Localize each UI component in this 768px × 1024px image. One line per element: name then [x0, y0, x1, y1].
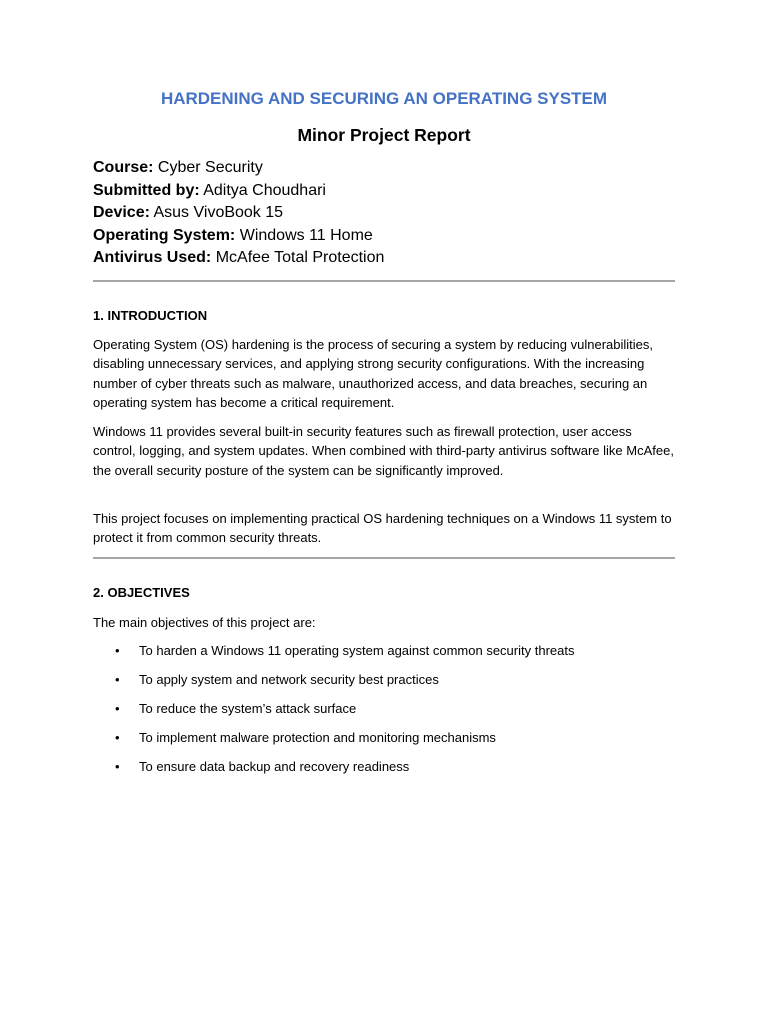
bullet-icon: •: [115, 759, 120, 774]
introduction-heading: 1. INTRODUCTION: [93, 308, 208, 323]
bullet-icon: •: [115, 701, 120, 716]
meta-label: Operating System:: [93, 226, 236, 244]
list-item: [93, 728, 675, 757]
list-item: [93, 670, 675, 699]
document-title: HARDENING AND SECURING AN OPERATING SYSTEM: [160, 89, 608, 108]
objectives-list: [93, 641, 675, 786]
meta-device: [93, 202, 675, 225]
section-divider: [93, 557, 675, 559]
meta-value: Windows 11 Home: [239, 226, 373, 244]
list-item: [93, 641, 675, 670]
bullet-icon: •: [115, 643, 120, 658]
meta-operating-system: [93, 225, 675, 248]
meta-label: Submitted by:: [93, 181, 200, 199]
meta-label: Antivirus Used:: [93, 249, 212, 267]
meta-antivirus: [93, 247, 675, 270]
list-item-text: To harden a Windows 11 operating system against common security threats: [139, 643, 575, 658]
meta-course: [93, 157, 675, 180]
list-item-text: To ensure data backup and recovery readiness: [139, 759, 410, 774]
meta-value: Aditya Choudhari: [203, 181, 326, 199]
list-item-text: To reduce the system’s attack surface: [139, 701, 357, 716]
meta-label: Course:: [93, 159, 154, 176]
introduction-paragraph: This project focuses on implementing practical OS hardening techniques on a Windows 11 system to protect it from common security threats.: [93, 511, 672, 546]
objectives-heading: 2. OBJECTIVES: [93, 585, 190, 600]
list-item: [93, 699, 675, 728]
introduction-paragraph: Operating System (OS) hardening is the process of securing a system by reducing vulnerabilities, disabling unnecessary services, and applying strong security configurations. With the increasing number of cyber threats such as malware, unauthorized access, and data breaches, securing an operating system has become a critical requirement.: [93, 337, 653, 411]
section-divider: [93, 280, 675, 282]
meta-value: Cyber Security: [157, 159, 263, 176]
list-item-text: To apply system and network security best practices: [139, 672, 439, 687]
document-subtitle: Minor Project Report: [297, 125, 471, 145]
meta-value: McAfee Total Protection: [215, 249, 385, 267]
meta-label: Device:: [93, 204, 150, 222]
list-item-text: To implement malware protection and monitoring mechanisms: [139, 730, 496, 745]
project-metadata: [93, 157, 675, 270]
meta-submitted-by: [93, 180, 675, 203]
bullet-icon: •: [115, 672, 120, 687]
bullet-icon: •: [115, 730, 120, 745]
objectives-intro: The main objectives of this project are:: [93, 615, 316, 630]
list-item: [93, 757, 675, 786]
introduction-paragraph: Windows 11 provides several built-in security features such as firewall protection, user access control, logging, and system updates. When combined with third-party antivirus software like McAfee, the overall security posture of the system can be significantly improved.: [93, 424, 674, 478]
meta-value: Asus VivoBook 15: [153, 204, 284, 222]
